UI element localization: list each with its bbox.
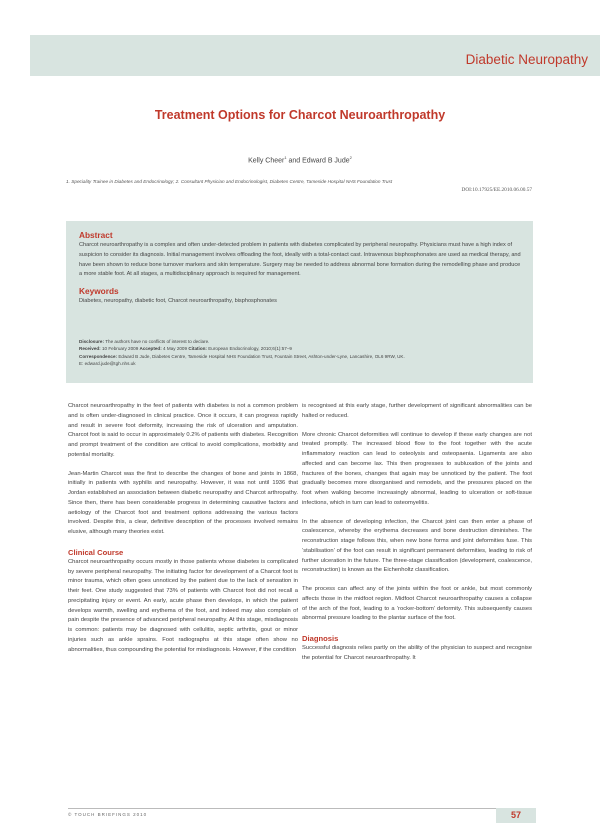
section-heading-diagnosis: Diagnosis <box>302 634 339 643</box>
body-column-left <box>68 402 298 664</box>
affiliations: 1. Speciality Trainee in Diabetes and Endocrinology; 2. Consultant Physician and Endocrinologist, Diabetes Centre, Tameside Hospital NHS Foundation Trust <box>66 179 393 184</box>
abstract-heading: Abstract <box>79 230 113 240</box>
email-line: E: edward.jude@tgh.nhs.uk <box>79 361 136 367</box>
section-heading-clinical-course: Clinical Course <box>68 547 124 557</box>
citation-label: Citation: <box>188 346 207 352</box>
body-paragraph: Charcot neuroarthropathy occurs mostly in those patients whose diabetes is complicated by severe peripheral neuropathy. The initiating factor for development of a Charcot foot is minor trauma, which often goes unnoticed by the patient due to the lack of sensation in their feet. One study suggested that 73% of patients with Charcot foot did not recall a precipitating injury or event. An early, acute phase then develops, in which the patient develops warmth, swelling and erythema of the foot, and indeed may also complain of pain despite the presence of advanced peripheral neuropathy. At this stage, misdiagnosis is common: patients may be diagnosed with cellulitis, septic arthritis, gout or minor injuries such as ankle sprains. Foot radiographs at this stage often show no abnormalities, thus compounding the potential for misdiagnosis. However, if the condition <box>68 558 298 653</box>
body-paragraph: In the absence of developing infection, the Charcot joint can then enter a phase of coalescence, whereby the erythema decreases and bone destruction diminishes. The reconstruction stage follows this, when new bone forms and joint deformities fuse. This ‘stabilisation’ of the foot can result in significant permanent deformities, leading to risk of further ulceration in the future. The three-stage classification (development, coalescence, reconstruction) is known as the Eichenholtz classification. <box>302 518 532 574</box>
correspondence-label: Correspondence: <box>79 353 118 359</box>
abstract-content <box>79 230 521 307</box>
article-title: Treatment Options for Charcot Neuroarthropathy <box>154 108 446 122</box>
correspondence-line: Correspondence: Edward B Jude, Diabetes Centre, Tameside Hospital NHS Foundation Trust, Fountain Street, Ashton-under-Lyne, Lancashire, OL6 9RW, UK. <box>79 353 405 359</box>
keywords-heading: Keywords <box>79 286 119 297</box>
footer-divider <box>68 808 535 809</box>
author-name: Edward B Jude <box>302 157 350 165</box>
received-label: Received: <box>79 346 101 352</box>
footer-copyright: © TOUCH BRIEFINGS 2010 <box>68 812 148 817</box>
page-number-box <box>496 808 536 823</box>
body-paragraph: More chronic Charcot deformities will continue to develop if these early changes are not treated promptly. The increased blood flow to the foot together with the acute inflammatory reaction can lead to osteolysis and osteopaenia. Ligaments are also affected and can become lax. This then progresses to subluxation of the joints and fractures of the bones, changes that again may be unnoticed by the patient. The foot gradually becomes more disorganised and remodels, and the pressures placed on the foot when walking become increasingly abnormal, leading to ulceration or soft-tissue infections, which in turn can lead to osteomyelitis. <box>302 431 532 506</box>
disclosure-label: Disclosure: <box>79 339 105 344</box>
doi: DOI:10.17925/EE.2010.06.00.57 <box>461 187 532 193</box>
authors <box>0 155 600 164</box>
affiliation-mark: 1 <box>284 155 287 160</box>
section-title: Diabetic Neuropathy <box>465 52 588 67</box>
body-column-right <box>302 402 532 673</box>
body-paragraph: Successful diagnosis relies partly on the ability of the physician to suspect and recognise the potential for Charcot neuroarthropathy. It <box>302 645 532 661</box>
header-band <box>30 35 600 76</box>
disclosure-block <box>79 338 521 368</box>
body-paragraph: Jean-Martin Charcot was the first to describe the changes of bone and joints in 1868, initially in patients with syphilis and neuropathy. However, it was not until 1936 that Jordan established an association between diabetic neuropathy and Charcot arthropathy. Since then, there has been considerable progress in determining causative factors and aetiology of the Charcot foot and treatment options addressing the various factors involved. Despite this, a clear, definitive description of the processes involved remains elusive, although many theories exist. <box>68 470 298 535</box>
affiliation-mark: 2 <box>349 155 352 160</box>
author-separator: and <box>286 157 303 165</box>
disclosure-line: Disclosure: The authors have no conflicts of interest to declare. <box>79 339 210 344</box>
body-paragraph: Charcot neuroarthropathy in the feet of patients with diabetes is not a common problem and is often under-diagnosed in clinical practice. Once it occurs, it can progress rapidly and result in severe foot deformity, increasing the risk of ulceration and amputation. Charcot foot is said to occur in approximately 0.2% of patients with diabetes. Recognition and prompt treatment of the condition are critical to avoid complications, morbidity and potential mortality. <box>68 403 298 458</box>
accepted-label: Accepted: <box>139 346 162 352</box>
body-paragraph: is recognised at this early stage, further development of significant abnormalities can be halted or reduced. <box>302 403 532 419</box>
abstract-box <box>66 221 533 383</box>
abstract-text: Charcot neuroarthropathy is a complex and often under-detected problem in patients with diabetes complicated by peripheral neuropathy. Physicians must have a high index of suspicion to consider its diagnosis. Initial management involves offloading the foot, ideally with a total-contact cast. Intravenous bisphosphonates are used as medical therapy, and have been shown to reduce bone turnover markers and skin temperature. Surgery may be needed to address abnormal bone formation during the remodelling phase and produce a more stable foot. At all stages, a multidisciplinary approach is required for management. <box>79 242 521 278</box>
page-number: 57 <box>510 810 521 820</box>
author-name: Kelly Cheer <box>248 157 285 165</box>
body-paragraph: The process can affect any of the joints within the foot or ankle, but most commonly affects those in the midfoot region. Midfoot Charcot neuroarthropathy causes a collapse of the arch of the foot, leading to a ‘rocker-bottom’ deformity. This subsequently causes abnormal pressure loading to the plantar surface of the foot. <box>302 586 532 622</box>
keywords-text: Diabetes, neuropathy, diabetic foot, Charcot neuroarthropathy, bisphosphonates <box>79 298 277 305</box>
dates-line: Received: 10 February 2009 Accepted: 4 May 2009 Citation: European Endocrinology, 2010;6(1):57–9 <box>79 346 292 352</box>
